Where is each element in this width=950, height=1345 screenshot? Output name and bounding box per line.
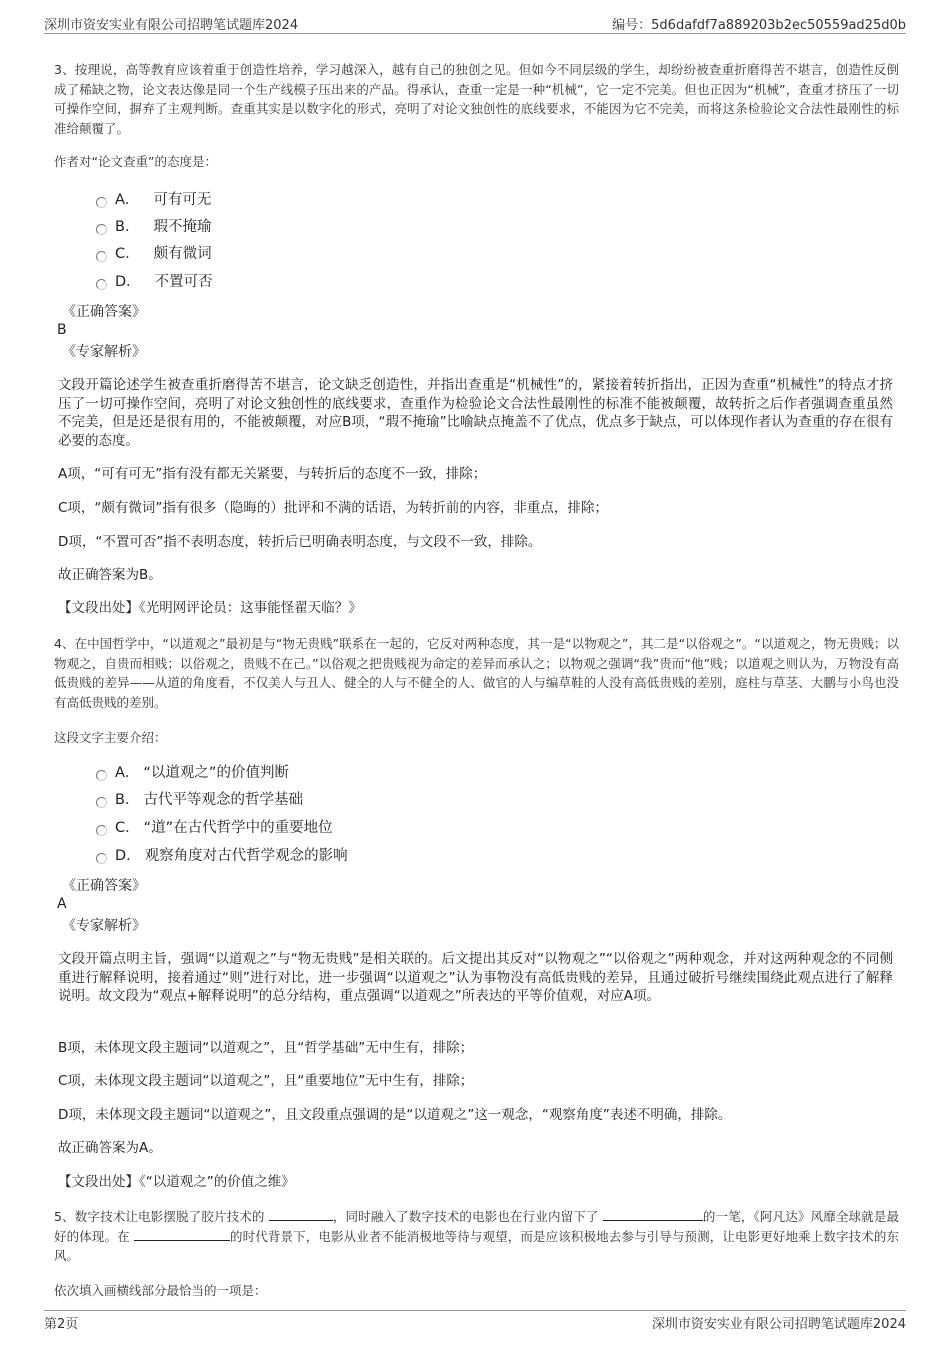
option-c[interactable]: C． “道”在古代哲学中的重要地位: [96, 818, 333, 838]
radio-icon[interactable]: [96, 197, 107, 208]
footer-divider: [44, 1310, 906, 1311]
fill-blank-2[interactable]: [603, 1208, 703, 1221]
radio-icon[interactable]: [96, 797, 107, 808]
option-d[interactable]: D． 不置可否: [96, 272, 213, 292]
analysis-note: D项，未体现文段主题词“以道观之”，且文段重点强调的是“以道观之”这一观念，“观察角度”表述不明确，排除。: [58, 1107, 732, 1123]
answer-title: 《正确答案》: [62, 878, 146, 894]
option-b[interactable]: B． 古代平等观念的哲学基础: [96, 790, 303, 810]
header-divider: [44, 33, 906, 34]
option-d[interactable]: D． 观察角度对古代哲学观念的影响: [96, 846, 348, 866]
answer-title: 《正确答案》: [62, 304, 146, 320]
question-3-stem: 3、按理说，高等教育应该着重于创造性培养，学习越深入，越有自己的独创之见。但如今不同层级的学生，却纷纷被查重折磨得苦不堪言，创造性反倒成了稀缺之物，论文表达像是同一个生产线模子压出来的产品。得承认，查重一定是一种“机械”，它一定不完美。但也正因为“机械”，查重才挤压了一切可操作空间，摒弃了主观判断。查重其实是以数字化的形式，亮明了对论文独创性的底线要求，不能因为它不完美，而将这条检验论文合法性最刚性的标准给颠覆了。: [54, 62, 899, 136]
radio-icon[interactable]: [96, 251, 107, 262]
answer-value: A: [57, 896, 67, 912]
question-4-stem: 4、在中国哲学中，“以道观之”最初是与“物无贵贱”联系在一起的，它反对两种态度，其一是“以物观之”，其二是“以俗观之”。“以道观之，物无贵贱；以物观之，自贵而相贱；以俗观之，贵贱不在己。”以俗观之把贵贱视为命定的差异而承认之；以物观之强调“我”贵而“他”贱；以道观之则认为，万物没有高低贵贱的差异——从道的角度看，不仅美人与丑人、健全的人与不健全的人、做官的人与编草鞋的人没有高低贵贱的差别，庭柱与草茎、大鹏与小鸟也没有高低贵贱的差别。: [54, 636, 899, 710]
radio-icon[interactable]: [96, 279, 107, 290]
source-citation: 【文段出处】《光明网评论员：这事能怪翟天临？》: [58, 600, 362, 616]
analysis-conclusion: 故正确答案为A。: [58, 1140, 162, 1156]
option-a[interactable]: A． 可有可无: [96, 190, 211, 210]
option-c[interactable]: C． 颇有微词: [96, 244, 212, 264]
radio-icon[interactable]: [96, 825, 107, 836]
radio-icon[interactable]: [96, 770, 107, 781]
analysis-text: 文段开篇点明主旨，强调“以道观之”与“物无贵贱”是相关联的。后文提出其反对“以物观之”“以俗观之”两种观念，并对这两种观念的不同侧重进行解释说明，接着通过“则”进行对比，进一步强调“以道观之”认为事物没有高低贵贱的差异，且通过破折号继续围绕此观点进行了解释说明。故文段为“观点+解释说明”的总分结构，重点强调“以道观之”所表达的平等价值观，对应A项。: [58, 951, 893, 1004]
analysis-note: C项，“颇有微词”指有很多（隐晦的）批评和不满的话语，为转折前的内容，非重点，排除；: [58, 500, 608, 516]
question-4-prompt: 这段文字主要介绍：: [54, 730, 167, 745]
radio-icon[interactable]: [96, 853, 107, 864]
footer-title: 深圳市资安实业有限公司招聘笔试题库2024: [651, 1317, 906, 1332]
page-number: 第2页: [44, 1317, 79, 1332]
fill-blank-3[interactable]: [134, 1228, 230, 1241]
question-5-stem: 5、数字技术让电影摆脱了胶片技术的 ，同时融入了数字技术的电影也在行业内留下了 的一笔，《阿凡达》风靡全球就是最好的体现。在 的时代背景下，电影从业者不能消极地等待与观望，而是应该积极地去参与引导与预测，让电影更好地乘上数字技术的东风。: [54, 1209, 899, 1263]
analysis-note: B项，未体现文段主题词“以道观之”，且“哲学基础”无中生有，排除；: [58, 1040, 474, 1056]
question-5-prompt: 依次填入画横线部分最恰当的一项是：: [54, 1283, 267, 1298]
analysis-note: C项，未体现文段主题词“以道观之”，且“重要地位”无中生有，排除；: [58, 1073, 474, 1089]
fill-blank-1[interactable]: [269, 1208, 333, 1221]
answer-value: B: [57, 322, 67, 338]
analysis-note: A项，“可有可无”指有没有都无关紧要，与转折后的态度不一致，排除；: [58, 466, 487, 482]
document-code: 编号：5d6dafdf7a889203b2ec50559ad25d0b: [612, 18, 906, 33]
option-a[interactable]: A． “以道观之”的价值判断: [96, 763, 289, 783]
analysis-note: D项，“不置可否”指不表明态度，转折后已明确表明态度，与文段不一致，排除。: [58, 534, 542, 550]
radio-icon[interactable]: [96, 224, 107, 235]
analysis-title: 《专家解析》: [62, 344, 146, 360]
analysis-title: 《专家解析》: [62, 918, 146, 934]
analysis-conclusion: 故正确答案为B。: [58, 567, 162, 583]
question-3-prompt: 作者对“论文查重”的态度是：: [54, 154, 217, 169]
analysis-text: 文段开篇论述学生被查重折磨得苦不堪言，论文缺乏创造性，并指出查重是“机械性”的，紧接着转折指出，正因为查重“机械性”的特点才挤压了一切可操作空间，亮明了对论文独创性的底线要求，查重作为检验论文合法性最刚性的标准不能被颠覆，故转折之后作者强调查重虽然不完美，但是还是很有用的，不能被颠覆，对应B项，“瑕不掩瑜”比喻缺点掩盖不了优点，优点多于缺点，可以体现作者认为查重的存在很有必要的态度。: [58, 377, 893, 449]
header-title: 深圳市资安实业有限公司招聘笔试题库2024: [44, 18, 299, 33]
option-b[interactable]: B． 瑕不掩瑜: [96, 217, 211, 237]
source-citation: 【文段出处】《“以道观之”的价值之维》: [58, 1174, 295, 1190]
